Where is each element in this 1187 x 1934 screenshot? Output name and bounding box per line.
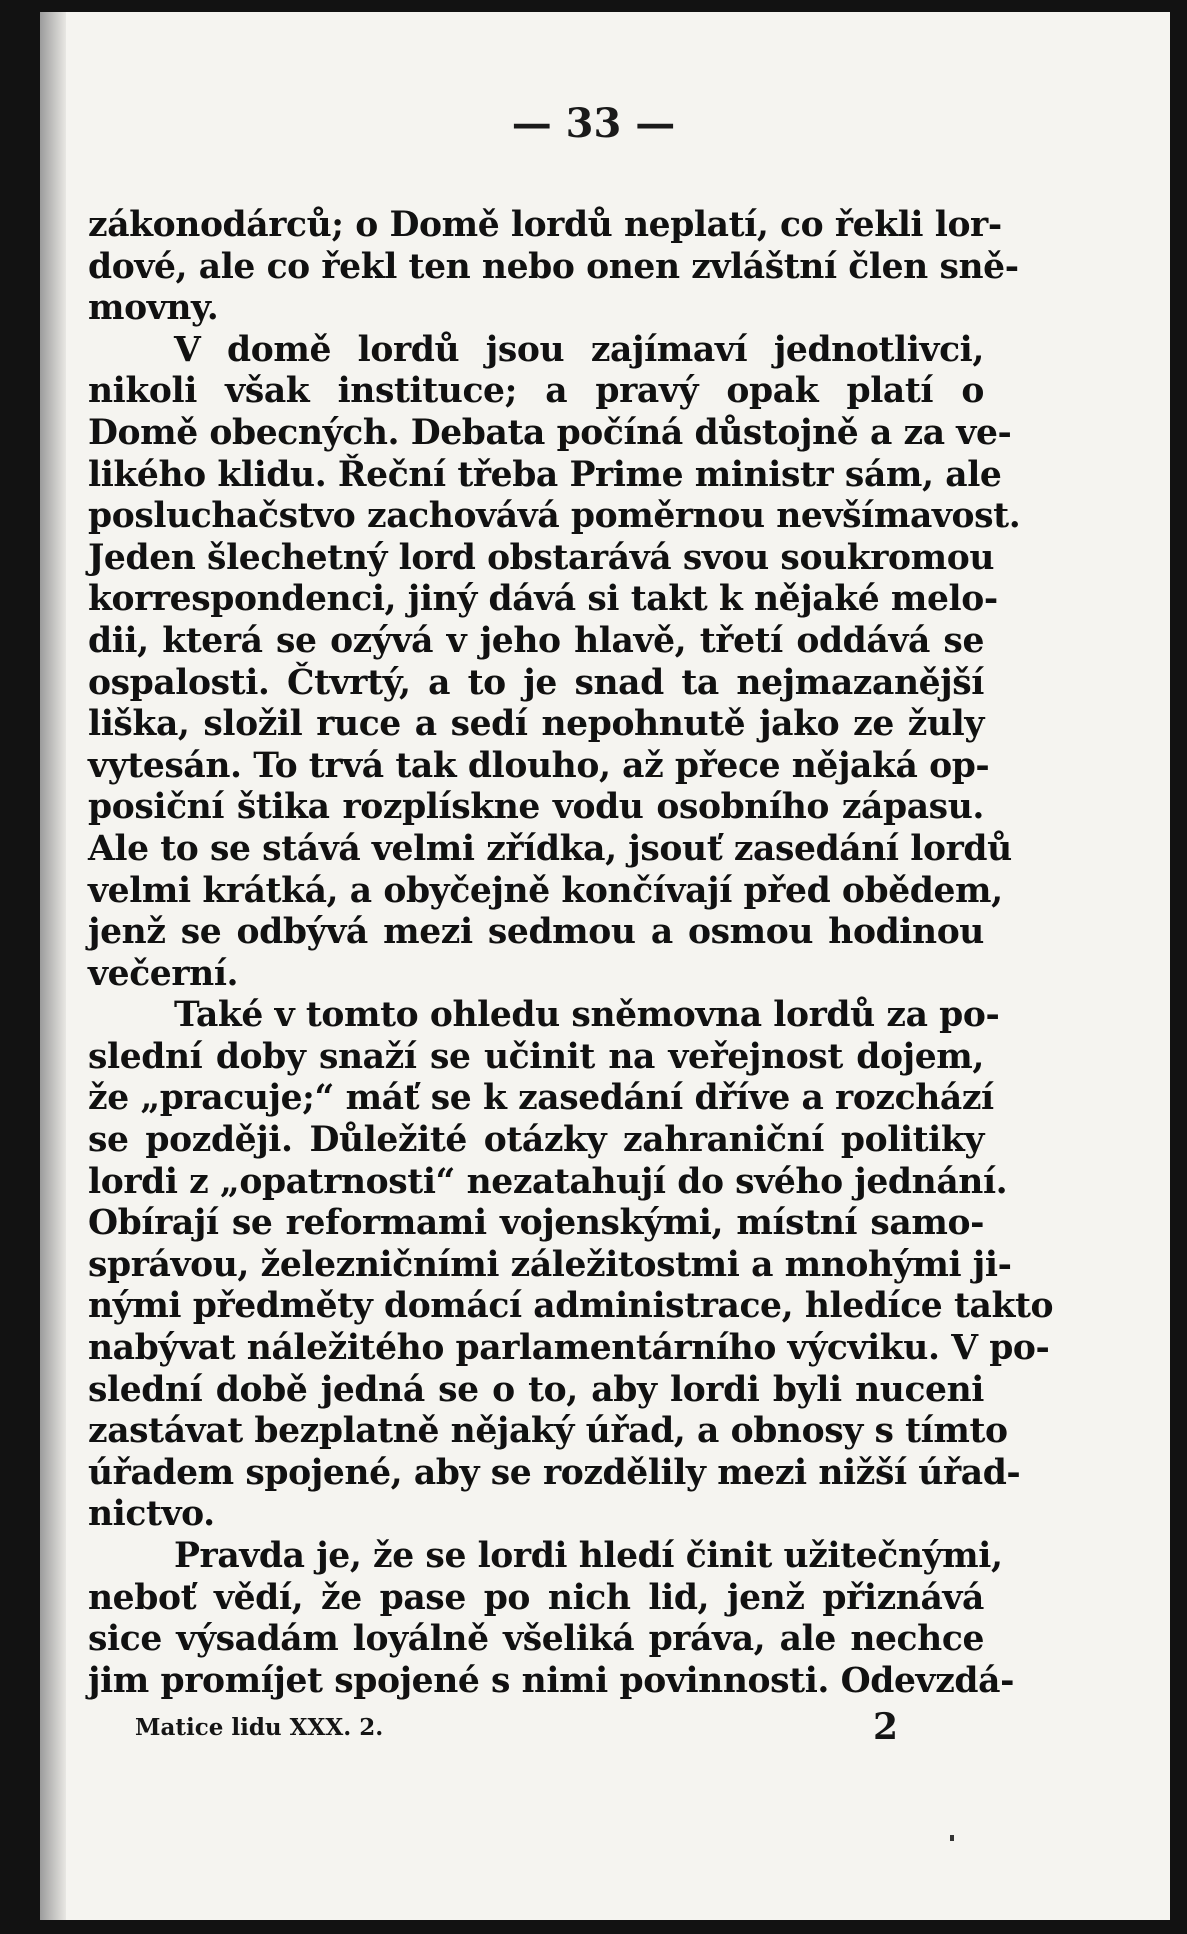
text-line: vytesán. To trvá tak dlouho, až přece nějaká op- [88, 745, 990, 786]
text-line: Pravda je, že se lordi hledí činit užitečnými, [174, 1536, 1003, 1576]
text-line: sice výsadám loyálně všeliká práva, ale nechce [88, 1619, 984, 1660]
text-line: zákonodárců; o Domě lordů neplatí, co řekli lor- [88, 205, 1002, 245]
text-line: jim promíjet spojené s nimi povinnosti. Odevzdá- [88, 1660, 1014, 1701]
text-line: jenž se odbývá mezi sedmou a osmou hodinou [88, 912, 984, 953]
text-line: nictvo. [88, 1494, 215, 1535]
text-line: posluchačstvo zachovává poměrnou nevšímavost. [88, 496, 1021, 537]
printer-signature: Matice lidu XXX. 2. [135, 1714, 384, 1741]
text-line: V domě lordů jsou zajímaví jednotlivci, [174, 329, 984, 370]
page-number: — 33 — [511, 100, 676, 147]
text-line: nikoli však instituce; a pravý opak platí o [88, 371, 984, 412]
text-line: ospalosti. Čtvrtý, a to je snad ta nejmazanější [88, 662, 984, 703]
text-line: úřadem spojené, aby se rozdělily mezi nižší úřad- [88, 1452, 1021, 1493]
text-line: nabývat náležitého parlamentárního výcviku. V po- [88, 1328, 1050, 1369]
text-line: velmi krátká, a obyčejně končívají před obědem, [88, 870, 1003, 911]
text-line: slední době jedná se o to, aby lordi byli nuceni [88, 1369, 984, 1410]
body-text [88, 205, 1054, 1702]
text-line: dové, ale co řekl ten nebo onen zvláštní člen sně- [88, 246, 1019, 287]
text-line: lordi z „opatrnosti“ nezatahují do svého jednání. [88, 1161, 1008, 1202]
text-line: se později. Důležité otázky zahraniční politiky [88, 1120, 984, 1161]
text-line: korrespondenci, jiný dává si takt k nějaké melo- [88, 579, 998, 620]
text-line: správou, železničními záležitostmi a mnohými ji- [88, 1244, 1012, 1285]
text-line: večerní. [88, 953, 239, 994]
text-line: movny. [88, 288, 219, 329]
text-line: Domě obecných. Debata počíná důstojně a za ve- [88, 412, 1012, 453]
text-line: Obírají se reformami vojenskými, místní samo- [88, 1203, 984, 1244]
paper-speck [950, 1835, 954, 1841]
text-line: že „pracuje;“ máť se k zasedání dříve a rozchází [88, 1078, 994, 1119]
text-line: posiční štika rozplískne vodu osobního zápasu. [88, 787, 984, 828]
text-line: neboť vědí, že pase po nich lid, jenž přiznává [88, 1577, 984, 1618]
text-line: nými předměty domácí administrace, hledíce takto [88, 1286, 1054, 1327]
spine-shadow [40, 12, 66, 1920]
text-line: liška, složil ruce a sedí nepohnutě jako ze žuly [88, 704, 984, 745]
text-line: likého klidu. Řeční třeba Prime ministr sám, ale [88, 454, 1002, 495]
text-line: Také v tomto ohledu sněmovna lordů za po- [174, 995, 1000, 1036]
text-line: dii, která se ozývá v jeho hlavě, třetí oddává se [88, 620, 984, 661]
sheet-number: 2 [873, 1706, 899, 1748]
text-line: zastávat bezplatně nějaký úřad, a obnosy s tímto [88, 1411, 1008, 1452]
text-line: Jeden šlechetný lord obstarává svou soukromou [88, 537, 995, 578]
text-line: slední doby snaží se učinit na veřejnost dojem, [88, 1036, 984, 1077]
text-line: Ale to se stává velmi zřídka, jsouť zasedání lordů [88, 828, 1012, 869]
